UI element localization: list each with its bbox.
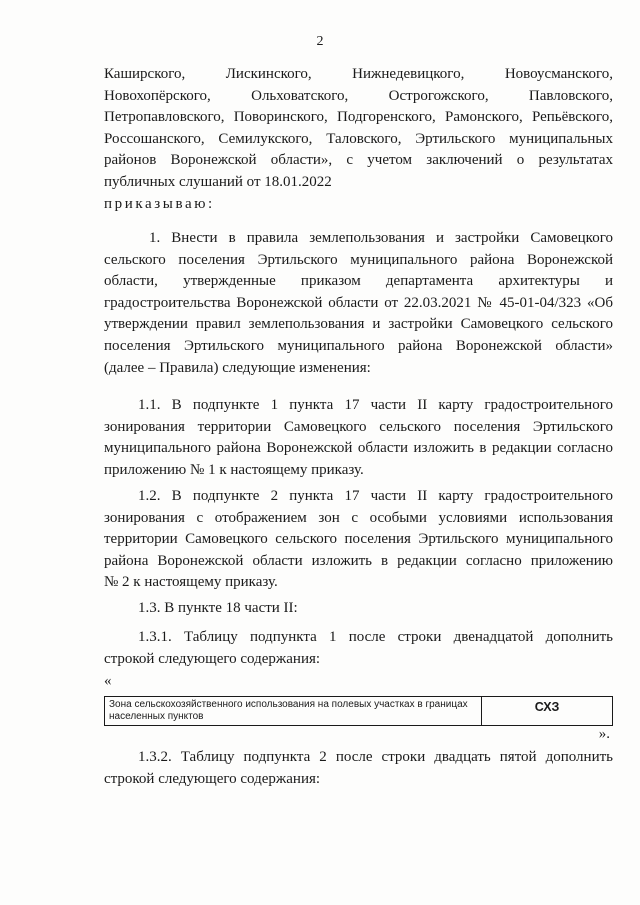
text-line: строкой следующего содержания: xyxy=(104,770,321,787)
text-line: строкой следующего содержания: xyxy=(104,650,321,667)
text-line: (далее – Правила) следующие изменения: xyxy=(104,359,371,376)
quote-close: ». xyxy=(598,726,610,742)
text-line: утверждении правил землепользования и застройки Самовецкого сельского xyxy=(104,316,613,333)
order-word: приказываю: xyxy=(104,195,215,212)
text-line: Россошанского, Семилукского, Таловского, Эртильского муниципальных xyxy=(104,130,613,147)
table-row xyxy=(105,697,613,726)
text-line: Новохопёрского, Ольховатского, Острогожского, Павловского, xyxy=(104,87,613,104)
item-1-3-2-paragraph xyxy=(104,747,613,790)
text-line: 1.3. В пункте 18 части II: xyxy=(138,600,298,616)
intro-paragraph xyxy=(104,64,613,215)
text-line: поселения Эртильского муниципального района Воронежской области» xyxy=(104,337,613,354)
text-line: 1. Внести в правила землепользования и застройки Самовецкого xyxy=(149,230,613,246)
item-1-1-paragraph xyxy=(104,395,613,481)
text-line: 1.3.1. Таблицу подпункта 1 после строки двенадцатой дополнить xyxy=(138,629,613,645)
item-1-3-paragraph xyxy=(104,598,613,620)
text-line: 1.1. В подпункте 1 пункта 17 части II карту градостроительного xyxy=(138,397,613,413)
item-1-2-paragraph xyxy=(104,486,613,594)
text-line: 1.2. В подпункте 2 пункта 17 части II карту градостроительного xyxy=(138,488,613,504)
page-number: 2 xyxy=(316,34,324,49)
item-1-3-1-paragraph xyxy=(104,627,613,670)
zone-table xyxy=(104,696,613,726)
zone-name-cell: Зона сельскохозяйственного использования на полевых участках в границах населенных пунктов xyxy=(105,697,482,726)
text-line: территории Самовецкого сельского поселения Эртильского муниципального xyxy=(104,531,613,548)
text-line: района Воронежской области изложить в редакции согласно приложению xyxy=(104,552,613,569)
text-line: муниципального района Воронежской области изложить в редакции согласно xyxy=(104,440,613,457)
text-line: сельского поселения Эртильского муниципального района Воронежской xyxy=(104,251,613,268)
text-line: № 2 к настоящему приказу. xyxy=(104,574,278,591)
text-line: зонирования территории Самовецкого сельского поселения Эртильского xyxy=(104,418,613,435)
text-line: области, утвержденные приказом департамента архитектуры и xyxy=(104,273,613,290)
text-line: Каширского, Лискинского, Нижнедевицкого, Новоусманского, xyxy=(104,66,613,82)
text-line: градостроительства Воронежской области от 22.03.2021 № 45-01-04/323 «Об xyxy=(104,294,613,311)
text-line: зонирования с отображением зон с особыми условиями использования xyxy=(104,509,613,526)
zone-code-cell: СХЗ xyxy=(482,697,613,726)
text-line: 1.3.2. Таблицу подпункта 2 после строки двадцать пятой дополнить xyxy=(138,749,613,765)
text-line: районов Воронежской области», с учетом заключений о результатах xyxy=(104,152,613,169)
text-line: приложению № 1 к настоящему приказу. xyxy=(104,461,364,478)
text-line: Петропавловского, Поворинского, Подгоренского, Рамонского, Репьёвского, xyxy=(104,109,613,126)
text-line: публичных слушаний от 18.01.2022 xyxy=(104,173,332,190)
quote-open: « xyxy=(104,673,112,689)
item-1-paragraph xyxy=(104,228,613,379)
